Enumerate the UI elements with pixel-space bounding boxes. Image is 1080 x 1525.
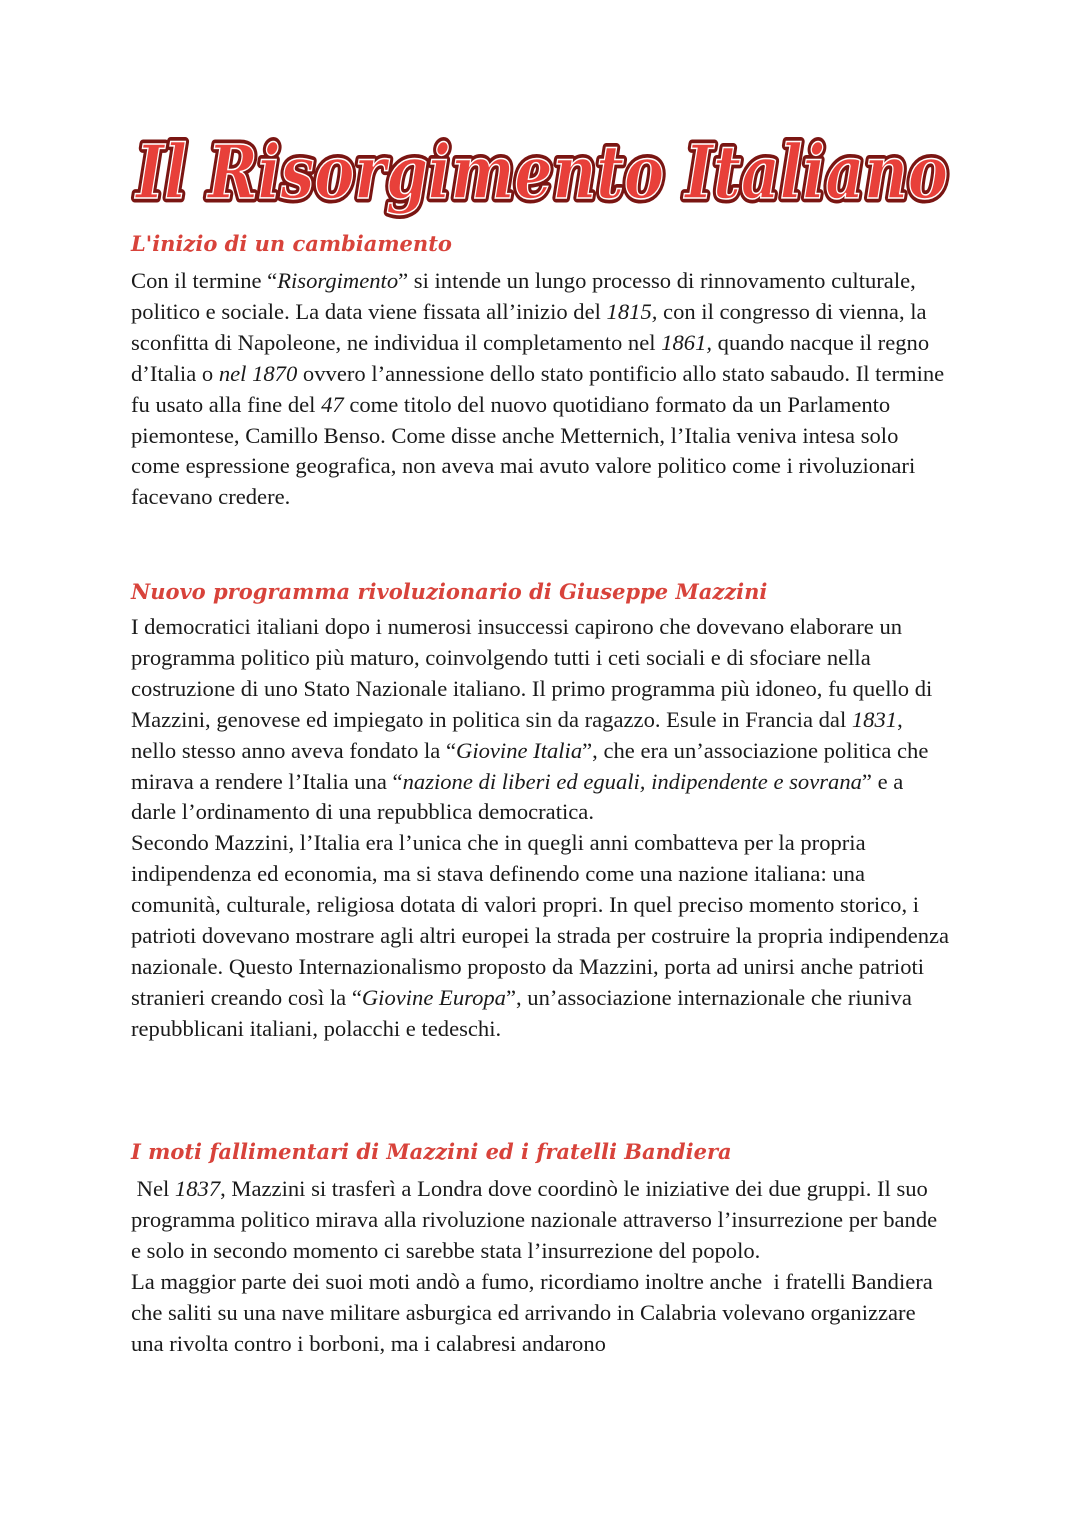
italic-text: nazione di liberi ed eguali, indipendente e sovrana	[402, 768, 862, 794]
text-run: Secondo Mazzini, l’Italia era l’unica che in quegli anni combatteva per la propria indipendenza ed economia, ma si stava definendo come una nazione italiana: una comunità, culturale, religiosa dotata di valori propri. In quel preciso momento storico, i patrioti dovevano mostrare agli altri europei la strada per costruire la propria indipendenza nazionale. Questo Internazionalismo proposto da Mazzini, porta ad unirsi anche patrioti stranieri creando così la “	[131, 830, 950, 1010]
text-run: Con il termine “	[131, 268, 278, 293]
text-run: ” e a darle l’ordinamento di una repubblica democratica.	[131, 768, 904, 825]
section-body-2	[131, 612, 951, 1045]
italic-text: 1837	[174, 1176, 221, 1201]
title-text-outline: Il Risorgimento Italiano	[134, 130, 949, 216]
page-title	[128, 118, 958, 228]
text-run: ovvero l’annessione dello stato pontificio allo stato sabaudo. Il termine fu usato alla fine del	[131, 360, 945, 417]
section-heading-2: Nuovo programma rivoluzionario di Giuseppe Mazzini	[131, 579, 768, 604]
italic-text: 1831	[851, 706, 898, 732]
text-run: I democratici italiani dopo i numerosi insuccessi capirono che dovevano elaborare un programma politico più maturo, coinvolgendo tutti i ceti sociali e di sfociare nella costruzione di uno Stato Nazionale italiano. Il primo programma più idoneo, fu quello di Mazzini, genovese ed impiegato in politica sin da ragazzo. Esule in Francia dal	[131, 614, 933, 732]
text-run: , nello stesso anno aveva fondato la “	[131, 706, 903, 763]
title-graphic	[128, 118, 958, 228]
section-heading-1: L'inizio di un cambiamento	[131, 231, 452, 256]
text-run: ”, un’associazione internazionale che riuniva repubblicani italiani, polacchi e tedeschi.	[131, 984, 912, 1041]
section-body-1	[131, 266, 951, 513]
paragraph	[131, 612, 951, 828]
text-run: La maggior parte dei suoi moti andò a fumo, ricordiamo inoltre anche i fratelli Bandiera che saliti su una nave militare asburgica ed arrivando in Calabria volevano organizzare una rivolta contro i borboni, ma i calabresi andarono	[131, 1268, 933, 1356]
italic-text: Giovine Italia	[456, 737, 583, 763]
italic-text: nel 1870	[218, 360, 298, 386]
text-run: come titolo del nuovo quotidiano formato da un Parlamento piemontese, Camillo Benso. Come disse anche Metternich, l’Italia veniva intesa solo come espressione geografica, non aveva mai avuto valore politico come i rivoluzionari facevano credere.	[131, 391, 916, 510]
paragraph	[131, 266, 951, 513]
text-run: quando nacque il regno d’Italia o	[131, 329, 930, 386]
text-run: , Mazzini si trasferì a Londra dove coordinò le iniziative dei due gruppi. Il suo programma politico mirava alla rivoluzione nazionale attraverso l’insurrezione per bande e solo in secondo momento ci sarebbe stata l’insurrezione del popolo.	[131, 1176, 938, 1263]
italic-text: 1815,	[606, 298, 658, 324]
paragraph	[131, 1267, 951, 1360]
text-run: Nel	[131, 1176, 175, 1201]
italic-text: Giovine Europa	[361, 984, 506, 1010]
italic-text: Risorgimento	[277, 268, 399, 293]
text-run: ”, che era un’associazione politica che mirava a rendere l’Italia una “	[131, 737, 929, 794]
italic-text: 1861,	[661, 329, 713, 355]
italic-text: 47	[321, 391, 344, 417]
section-body-3	[131, 1174, 951, 1359]
section-heading-3: I moti fallimentari di Mazzini ed i fratelli Bandiera	[131, 1139, 732, 1164]
paragraph	[131, 1174, 951, 1267]
paragraph	[131, 828, 951, 1044]
text-run: ” si intende un lungo processo di rinnovamento culturale, politico e sociale. La data viene fissata all’inizio del	[131, 268, 916, 324]
text-run: con il congresso di vienna, la sconfitta di Napoleone, ne individua il completamento nel	[131, 298, 927, 355]
title-text: Il Risorgimento Italiano	[134, 130, 949, 216]
